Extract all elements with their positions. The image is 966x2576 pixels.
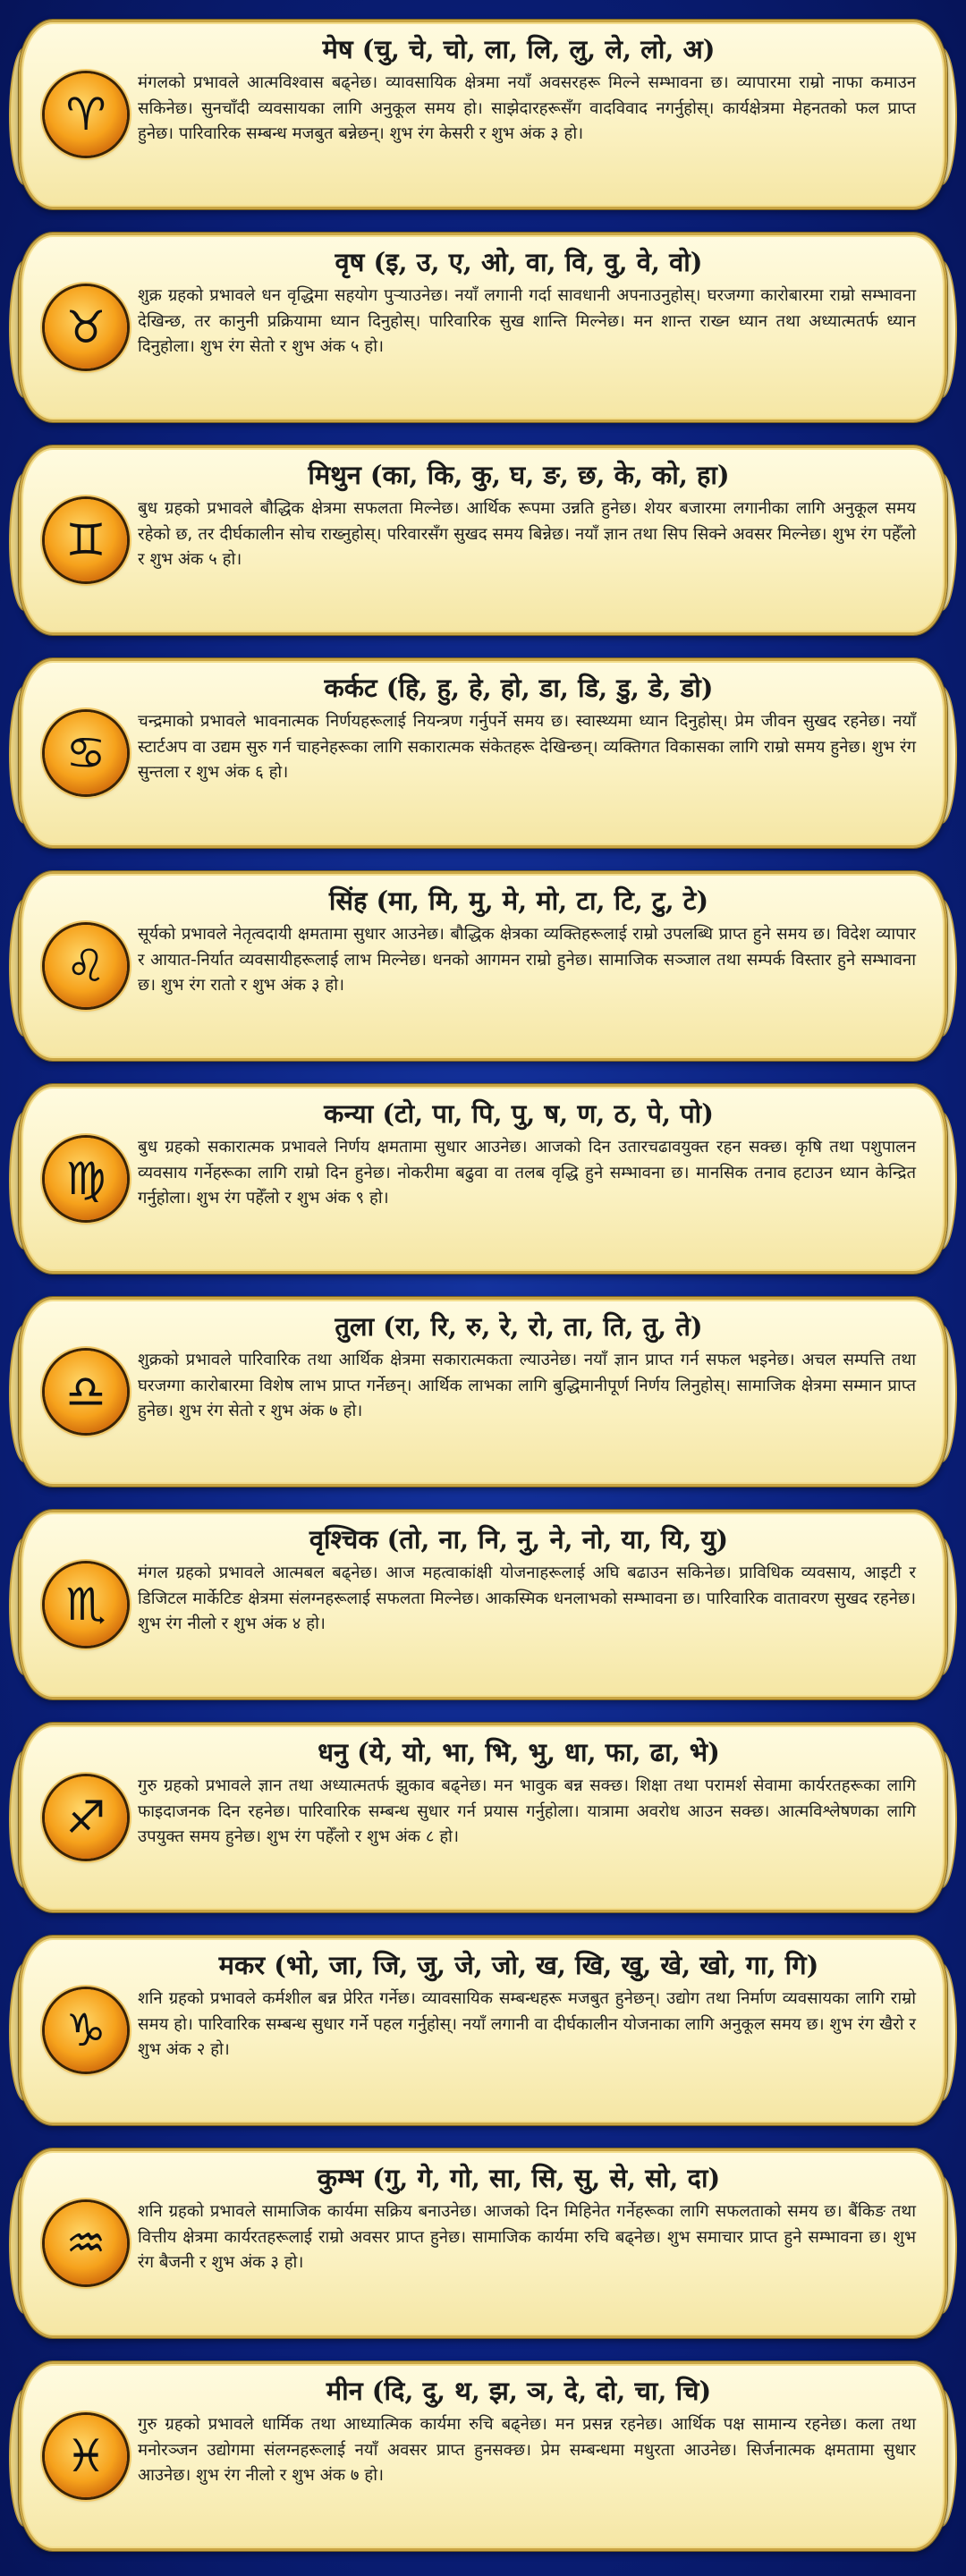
sign-title: कुम्भ (गु, गे, गो, सा, सि, सु, से, सो, दा): [317, 2163, 721, 2193]
pisces-fish-icon: ♓: [45, 2415, 127, 2497]
sign-title: धनु (ये, यो, भा, भि, भु, धा, फा, ढा, भे): [318, 1737, 720, 1767]
sign-description: सूर्यको प्रभावले नेतृत्वदायी क्षमतामा सुधार आउनेछ। बौद्धिक क्षेत्रका व्यक्तिहरूलाई राम्रो उपलब्धि प्राप्त हुने समय छ। विदेश व्यापार र आयात-निर्यात व्यवसायीहरूलाई लाभ मिल्नेछ। धनको आगमन राम्रो हुनेछ। सामाजिक सञ्जाल तथा सम्पर्क विस्तार हुने सम्भावना छ। शुभ रंग रातो र शुभ अंक ३ हो।: [138, 925, 916, 995]
sign-title: वृश्चिक (तो, ना, नि, नु, ने, नो, या, यि, यु): [309, 1524, 729, 1555]
horoscope-card-aries: [19, 20, 947, 209]
horoscope-card-capricorn: [19, 1936, 947, 2125]
libra-scales-icon: ♎: [45, 1351, 127, 1433]
sagittarius-archer-icon: ♐: [45, 1776, 127, 1859]
sign-title: तुला (रा, रि, रु, रे, रो, ता, ति, तु, ते): [335, 1311, 703, 1342]
sign-description: चन्द्रमाको प्रभावले भावनात्मक निर्णयहरूलाई नियन्त्रण गर्नुपर्ने समय छ। स्वास्थ्यमा ध्यान दिनुहोस्। प्रेम जीवन सुखद रहनेछ। नयाँ स्टार्टअप वा उद्यम सुरु गर्न चाहनेहरूका लागि सकारात्मक संकेतहरू देखिन्छन्। व्यक्तिगत विकासका लागि राम्रो समय हुनेछ। शुभ रंग सुन्तला र शुभ अंक ६ हो।: [138, 712, 916, 782]
sign-title: वृष (इ, उ, ए, ओ, वा, वि, वु, वे, वो): [335, 247, 703, 277]
sign-title: सिंह (मा, मि, मु, मे, मो, टा, टि, टु, टे): [328, 886, 709, 916]
capricorn-goat-icon: ♑: [45, 1989, 127, 2072]
virgo-maiden-icon: ♍: [45, 1138, 127, 1220]
sign-description: शनि ग्रहको प्रभावले सामाजिक कार्यमा सक्रिय बनाउनेछ। आजको दिन मिहिनेत गर्नेहरूका लागि सफलताको समय छ। बैंकिङ तथा वित्तीय क्षेत्रमा कार्यरतहरूलाई राम्रो अवसर प्राप्त हुनेछ। सामाजिक कार्यमा रुचि बढ्नेछ। शुभ समाचार प्राप्त हुने सम्भावना छ। शुभ रंग बैजनी र शुभ अंक ३ हो।: [138, 2202, 916, 2272]
sign-description: शनि ग्रहको प्रभावले कर्मशील बन्न प्रेरित गर्नेछ। व्यावसायिक सम्बन्धहरू मजबुत हुनेछन्। उद्योग तथा निर्माण व्यवसायका लागि राम्रो समय हो। पारिवारिक सम्बन्ध सुधार गर्ने पहल गर्नुहोस्। नयाँ लगानी वा दीर्घकालीन योजनाका लागि अनुकूल समय छ। शुभ रंग खैरो र शुभ अंक २ हो।: [138, 1989, 916, 2059]
aquarius-water-bearer-icon: ♒: [45, 2202, 127, 2284]
horoscope-card-cancer: [19, 658, 947, 848]
horoscope-card-gemini: [19, 445, 947, 635]
horoscope-card-sagittarius: [19, 1723, 947, 1912]
taurus-bull-icon: ♉: [45, 286, 127, 369]
sign-title: मिथुन (का, कि, कु, घ, ङ, छ, के, को, हा): [308, 460, 730, 490]
aries-ram-icon: ♈: [45, 73, 127, 156]
sign-description: बुध ग्रहको प्रभावले बौद्धिक क्षेत्रमा सफलता मिल्नेछ। आर्थिक रूपमा उन्नति हुनेछ। शेयर बजारमा लगानीका लागि अनुकूल समय रहेको छ, तर दीर्घकालीन सोच राख्नुहोस्। परिवारसँग सुखद समय बिन्नेछ। नयाँ ज्ञान तथा सिप सिक्ने अवसर मिल्नेछ। शुभ रंग पहेँलो र शुभ अंक ५ हो।: [138, 499, 916, 569]
horoscope-card-leo: [19, 871, 947, 1061]
cancer-crab-icon: ♋: [45, 712, 127, 794]
horoscope-card-scorpio: [19, 1510, 947, 1699]
horoscope-card-taurus: [19, 233, 947, 422]
sign-title: मीन (दि, दु, थ, झ, ञ, दे, दो, चा, चि): [326, 2376, 712, 2406]
sign-description: गुरु ग्रहको प्रभावले ज्ञान तथा अध्यात्मतर्फ झुकाव बढ्नेछ। मन भावुक बन्न सक्छ। शिक्षा तथा परामर्श सेवामा कार्यरतहरूका लागि फाइदाजनक दिन रहनेछ। पारिवारिक सम्बन्ध सुधार गर्न प्रयास गर्नुहोला। यात्रामा अवरोध आउन सक्छ। आत्मविश्लेषणका लागि उपयुक्त समय हुनेछ। शुभ रंग पहेँलो र शुभ अंक ८ हो।: [138, 1776, 916, 1846]
scorpio-scorpion-icon: ♏: [45, 1563, 127, 1646]
gemini-twins-icon: ♊: [45, 499, 127, 581]
horoscope-card-virgo: [19, 1084, 947, 1274]
horoscope-card-pisces: [19, 2361, 947, 2551]
sign-description: मंगलको प्रभावले आत्मविश्वास बढ्नेछ। व्यावसायिक क्षेत्रमा नयाँ अवसरहरू मिल्ने सम्भावना छ। व्यापारमा राम्रो नाफा कमाउन सकिनेछ। सुनचाँदी व्यवसायका लागि अनुकूल समय हो। साझेदारहरूसँग वादविवाद नगर्नुहोस्। कार्यक्षेत्रमा मेहनतको फल प्राप्त हुनेछ। पारिवारिक सम्बन्ध मजबुत बन्नेछन्। शुभ रंग केसरी र शुभ अंक ३ हो।: [138, 73, 916, 143]
sign-description: मंगल ग्रहको प्रभावले आत्मबल बढ्नेछ। आज महत्वाकांक्षी योजनाहरूलाई अघि बढाउन सकिनेछ। प्राविधिक व्यवसाय, आइटी र डिजिटल मार्केटिङ क्षेत्रमा संलग्नहरूलाई सफलता मिल्नेछ। आकस्मिक धनलाभको सम्भावना छ। पारिवारिक वातावरण सुखद रहनेछ। शुभ रंग नीलो र शुभ अंक ४ हो।: [138, 1563, 916, 1633]
horoscope-card-libra: [19, 1297, 947, 1487]
sign-title: मकर (भो, जा, जि, जु, जे, जो, ख, खि, खु, खे, खो, गा, गि): [218, 1950, 819, 1980]
leo-lion-icon: ♌: [45, 925, 127, 1007]
horoscope-card-aquarius: [19, 2148, 947, 2338]
sign-description: शुक्रको प्रभावले पारिवारिक तथा आर्थिक क्षेत्रमा सकारात्मकता ल्याउनेछ। नयाँ ज्ञान प्राप्त गर्न सफल भइनेछ। अचल सम्पत्ति तथा घरजग्गा कारोबारमा विशेष लाभ प्राप्त गर्नेछन्। आर्थिक लाभका लागि बुद्धिमानीपूर्ण निर्णय लिनुहोस्। सामाजिक क्षेत्रमा सम्मान प्राप्त हुनेछ। शुभ रंग सेतो र शुभ अंक ७ हो।: [138, 1351, 916, 1420]
sign-description: गुरु ग्रहको प्रभावले धार्मिक तथा आध्यात्मिक कार्यमा रुचि बढ्नेछ। मन प्रसन्न रहनेछ। आर्थिक पक्ष सामान्य रहनेछ। कला तथा मनोरञ्जन उद्योगमा संलग्नहरूलाई नयाँ अवसर प्राप्त हुनसक्छ। प्रेम सम्बन्धमा मधुरता आउनेछ। सिर्जनात्मक क्षमतामा सुधार आउनेछ। शुभ रंग नीलो र शुभ अंक ७ हो।: [138, 2415, 916, 2485]
sign-description: बुध ग्रहको सकारात्मक प्रभावले निर्णय क्षमतामा सुधार आउनेछ। आजको दिन उतारचढावयुक्त रहन सक्छ। कृषि तथा पशुपालन व्यवसाय गर्नेहरूका लागि राम्रो दिन हुनेछ। नोकरीमा बढुवा वा तलब वृद्धि हुने सम्भावना छ। मानसिक तनाव हटाउन ध्यान केन्द्रित गर्नुहोला। शुभ रंग पहेँलो र शुभ अंक ९ हो।: [138, 1138, 916, 1208]
sign-title: कर्कट (हि, हु, हे, हो, डा, डि, डु, डे, डो): [324, 673, 714, 703]
sign-title: कन्या (टो, पा, पि, पु, ष, ण, ठ, पे, पो): [324, 1098, 714, 1129]
sign-description: शुक्र ग्रहको प्रभावले धन वृद्धिमा सहयोग पुऱ्याउनेछ। नयाँ लगानी गर्दा सावधानी अपनाउनुहोस्। घरजग्गा कारोबारमा राम्रो सम्भावना देखिन्छ, तर कानुनी प्रक्रियामा ध्यान दिनुहोस्। पारिवारिक सुख शान्ति मिल्नेछ। मन शान्त राख्न ध्यान तथा अध्यात्मतर्फ ध्यान दिनुहोला। शुभ रंग सेतो र शुभ अंक ५ हो।: [138, 286, 916, 356]
sign-title: मेष (चु, चे, चो, ला, लि, लु, ले, लो, अ): [322, 34, 716, 64]
